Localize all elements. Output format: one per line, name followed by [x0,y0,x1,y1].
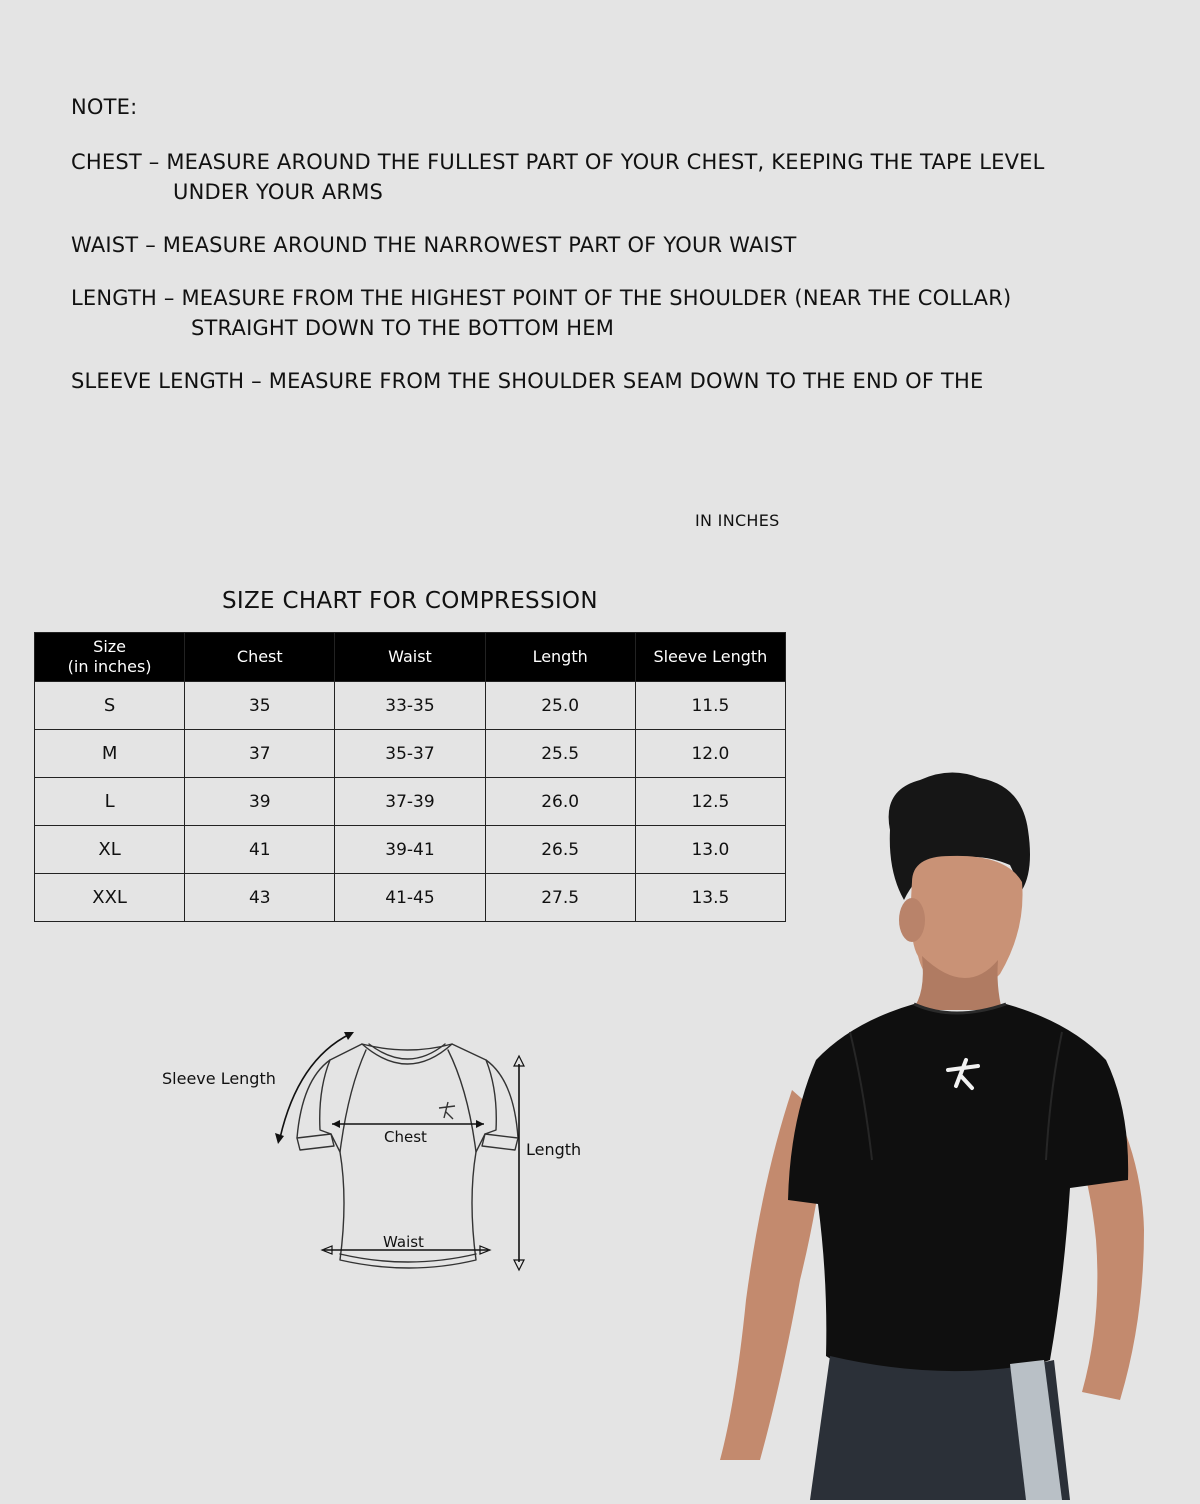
note-waist [71,230,1181,260]
cell-size: L [35,778,185,826]
header-size-line1: Size [93,637,127,656]
label-length: Length [526,1140,582,1159]
note-chest [71,147,1181,207]
cell-sleeve: 13.0 [635,826,785,874]
label-chest: Chest [384,1128,427,1146]
unit-label: IN INCHES [695,511,780,530]
note-chest-line2: UNDER YOUR ARMS [173,180,384,204]
cell-chest: 41 [185,826,335,874]
note-chest-line1: CHEST – MEASURE AROUND THE FULLEST PART OF YOUR CHEST, KEEPING THE TAPE LEVEL [71,150,1045,174]
cell-waist: 37-39 [335,778,485,826]
note-length-line2: STRAIGHT DOWN TO THE BOTTOM HEM [191,316,615,340]
cell-sleeve: 11.5 [635,682,785,730]
cell-sleeve: 13.5 [635,874,785,922]
cell-length: 25.0 [485,682,635,730]
brand-logo-icon [439,1102,455,1119]
label-waist: Waist [383,1233,424,1251]
cell-size: M [35,730,185,778]
note-waist-line1: WAIST – MEASURE AROUND THE NARROWEST PART OF YOUR WAIST [71,233,797,257]
cell-waist: 35-37 [335,730,485,778]
cell-length: 26.0 [485,778,635,826]
label-sleeve-length: Sleeve Length [162,1069,276,1088]
cell-waist: 39-41 [335,826,485,874]
note-length [71,283,1181,343]
cell-length: 25.5 [485,730,635,778]
note-sleeve-line1: SLEEVE LENGTH – MEASURE FROM THE SHOULDER SEAM DOWN TO THE END OF THE [71,369,984,393]
measurement-diagram [150,1020,610,1290]
header-chest: Chest [185,633,335,682]
header-size [35,633,185,682]
cell-size: XL [35,826,185,874]
header-length: Length [485,633,635,682]
cell-chest: 39 [185,778,335,826]
cell-waist: 33-35 [335,682,485,730]
cell-sleeve: 12.0 [635,730,785,778]
header-sleeve-length: Sleeve Length [635,633,785,682]
model-photo [650,760,1200,1500]
note-heading: NOTE: [71,95,138,119]
header-waist: Waist [335,633,485,682]
cell-length: 26.5 [485,826,635,874]
cell-chest: 43 [185,874,335,922]
cell-size: XXL [35,874,185,922]
note-length-line1: LENGTH – MEASURE FROM THE HIGHEST POINT OF THE SHOULDER (NEAR THE COLLAR) [71,286,1012,310]
cell-chest: 35 [185,682,335,730]
table-header-row [35,633,786,682]
header-size-line2: (in inches) [67,657,152,676]
measurement-notes [71,92,1181,419]
note-sleeve-length [71,366,1181,396]
cell-length: 27.5 [485,874,635,922]
cell-size: S [35,682,185,730]
cell-chest: 37 [185,730,335,778]
table-row [35,682,786,730]
cell-sleeve: 12.5 [635,778,785,826]
cell-waist: 41-45 [335,874,485,922]
size-chart-title: SIZE CHART FOR COMPRESSION [222,588,598,614]
